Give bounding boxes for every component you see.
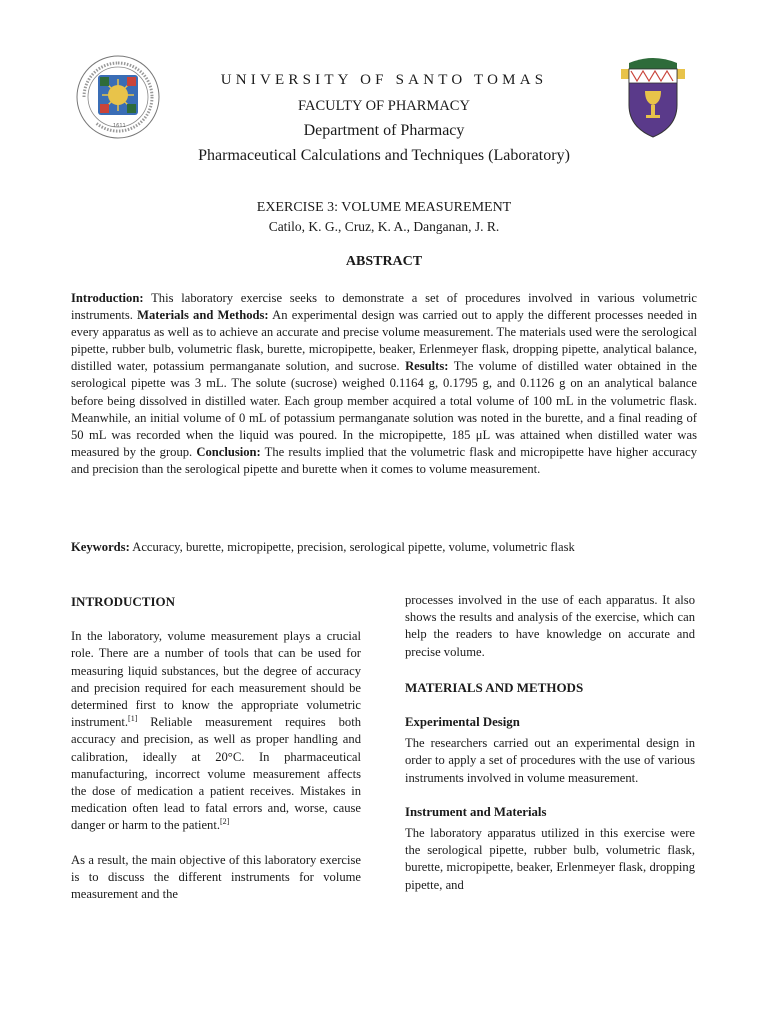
materials-methods-heading: MATERIALS AND METHODS xyxy=(405,679,584,695)
reference-1[interactable]: [1] xyxy=(128,714,138,724)
exercise-title: EXERCISE 3: VOLUME MEASUREMENT xyxy=(256,200,512,215)
abstract-conclusion-label: Conclusion: xyxy=(196,444,261,459)
abstract-conclusion-text: The results implied that the volumetric flask and micropipette have higher accuracy and precision than the serological pipette and burette when it comes to volume measurement. xyxy=(71,444,697,476)
left-column xyxy=(71,593,361,903)
abstract-results-text: The volume of distilled water obtained in the serological pipette was 3 mL. The solute (sucrose) weighed 0.1164 g, 0.1795 g, and 0.1126 g on an analytical balance before being dissolved in distilled water. Each group member acquired a total volume of 100 mL in the volumetric flask. Meanwhile, an initial volume of 0 mL of potassium permanganate solution was noted in the burette, and a final reading of 50 mL was recorded when the liquid was poured. In the micropipette, 185 μL was attained when distilled water was measured by the group. xyxy=(71,359,697,459)
abstract-intro-label: Introduction: xyxy=(71,291,144,305)
authors: Catilo, K. G., Cruz, K. A., Danganan, J. R. xyxy=(268,219,500,234)
instrument-materials-text: The laboratory apparatus utilized in this exercise were the serological pipette, rubber bulb, volumetric flask, burette, micropipette, beaker, Erlenmeyer flask, dropping pipette, and xyxy=(405,826,695,892)
faculty-name: FACULTY OF PHARMACY xyxy=(298,98,470,114)
experimental-design-text: The researchers carried out an experimental design in order to apply a set of procedures with the use of various instruments involved in volume measurement. xyxy=(405,736,695,785)
introduction-heading: INTRODUCTION xyxy=(71,594,176,609)
abstract-intro-text: This laboratory exercise seeks to demonstrate a set of procedures involved in various volumetric instruments. xyxy=(71,291,697,323)
university-name: UNIVERSITY OF SANTO TOMAS xyxy=(220,72,548,88)
reference-2[interactable]: [2] xyxy=(219,817,230,827)
instrument-materials-heading: Instrument and Materials xyxy=(405,804,547,819)
abstract-methods-text: An experimental design was carried out to apply the different processes needed in every apparatus as well as to achieve an accurate and precise volume measurement. The materials used were the serological pipette, rubber bulb, volumetric flask, burette, micropipette, beaker, Erlenmeyer flask, dropping pipette, analytical balance, distilled water, potassium permanganate solution, and sucrose. xyxy=(71,308,697,374)
department-name: Department of Pharmacy xyxy=(303,122,465,139)
keywords-text: Accuracy, burette, micropipette, precision, serological pipette, volume, volumetric flask xyxy=(129,540,575,554)
introduction-paragraph-1 xyxy=(71,628,361,834)
abstract-body xyxy=(71,290,697,478)
introduction-paragraph-2: As a result, the main objective of this laboratory exercise is to discuss the different instruments for volume measurement and the xyxy=(71,852,361,902)
keywords-label: Keywords: xyxy=(71,540,130,554)
intro-p1-text-b: Reliable measurement requires both accuracy and precision, as well as proper handling and calibration, ideally at 20°C. In pharmaceutical manufacturing, incorrect volume measurement affects the dose of medication a patient receives. Mistakes in medication often lead to fatal errors and, worse, cause danger or harm to the patient. xyxy=(71,715,361,833)
abstract-heading: ABSTRACT xyxy=(345,254,423,269)
experimental-design-heading: Experimental Design xyxy=(405,715,520,730)
svg-text:1611: 1611 xyxy=(113,123,126,129)
abstract-results-label: Results: xyxy=(405,359,449,374)
intro-p1-text-a: In the laboratory, volume measurement plays a crucial role. There are a number of tools that can be used for measuring liquid substances, but the degree of accuracy and precision required for each measurement should be determined first to know the appropriate volumetric instrument. xyxy=(71,629,361,730)
abstract-methods-label: Materials and Methods: xyxy=(137,308,269,323)
keywords xyxy=(71,540,697,555)
introduction-paragraph-2-continued: processes involved in the use of each apparatus. It also shows the results and analysis of the exercise, which can help the readers to have knowledge on accurate and precise volume. xyxy=(405,593,695,659)
right-column xyxy=(405,593,695,894)
course-name: Pharmaceutical Calculations and Techniques (Laboratory) xyxy=(198,147,570,164)
